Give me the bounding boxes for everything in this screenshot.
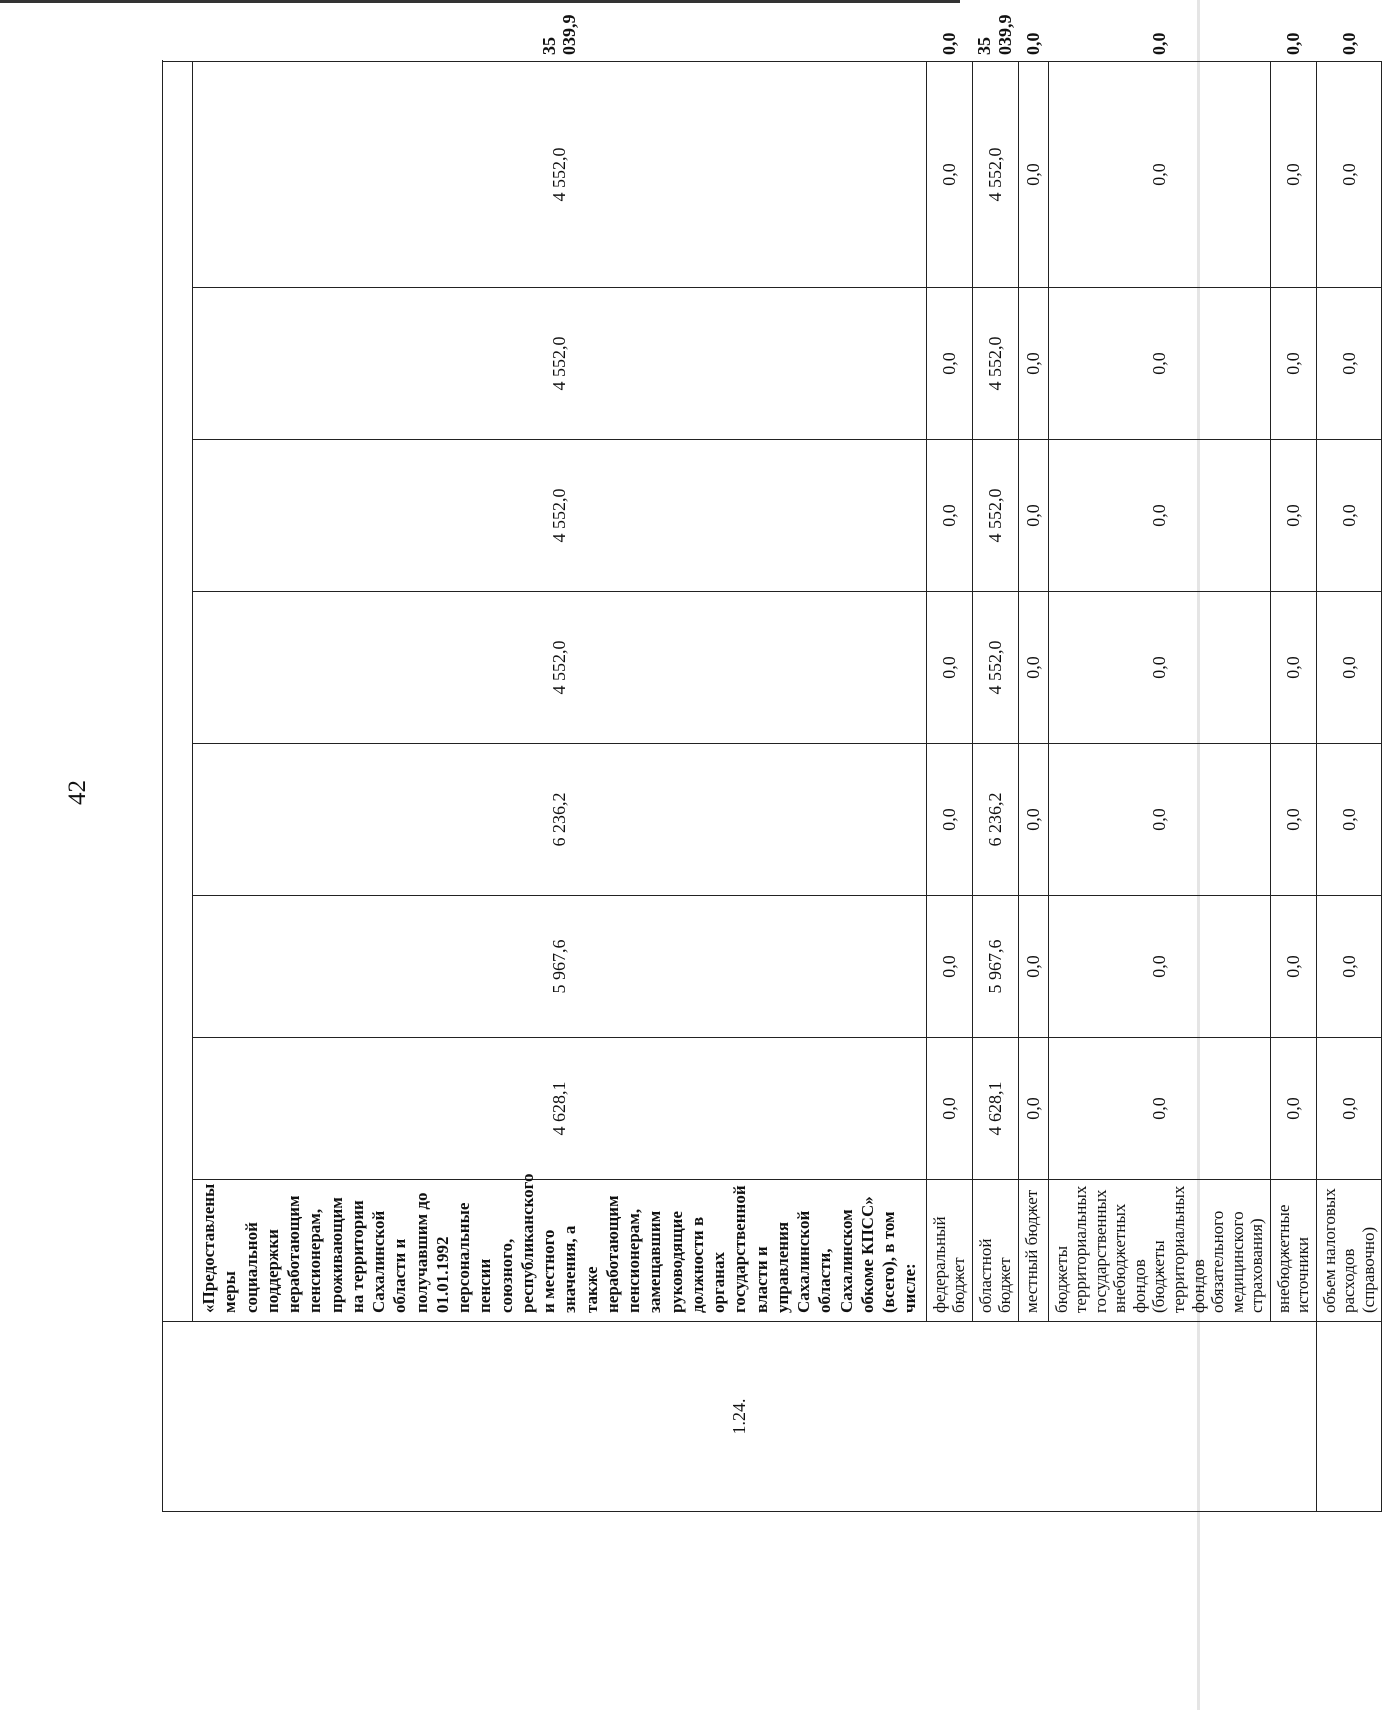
value-cell: 0,0 <box>1316 440 1382 592</box>
row-label: внебюджетные источники <box>1270 1180 1316 1322</box>
value-cell: 0,0 <box>1018 440 1048 592</box>
value-cell: 0,0 <box>926 744 972 896</box>
value-cell: 4 552,0 <box>972 288 1018 440</box>
value-cell: 0,0 <box>1018 288 1048 440</box>
total-cell: 4 552,0 <box>193 592 927 744</box>
page-number: 42 <box>64 780 91 805</box>
total-cell: 4 552,0 <box>193 440 927 592</box>
value-cell: 0,0 <box>1048 1038 1270 1180</box>
value-cell: 0,0 <box>1270 288 1316 440</box>
table-row: объем налоговых расходов (справочно) 0,0 0,0 0,0 0,0 0,0 0,0 0,0 0,0 <box>1316 62 1382 1512</box>
value-cell: 0,0 <box>1018 1038 1048 1180</box>
value-cell: 0,0 <box>926 288 972 440</box>
value-cell: 0,0 <box>1316 288 1382 440</box>
table-row: федеральный бюджет 0,0 0,0 0,0 0,0 0,0 0,0 0,0 0,0 <box>926 62 972 1512</box>
value-cell: 4 552,0 <box>972 592 1018 744</box>
table-row-total: «Предоставлены меры социальной поддержки неработающим пенсионерам, проживающим на территории Сахалинской области и получавшим до 01.01.1992 персональные пенсии союзного, республиканского и местного значения, а также неработающим пенсионерам, замещавшим руководящие должности в органах государственной власти и управления Сахалинской области, Сахалинском обкоме КПСС» (всего), в том числе: 4 628,1 5 967,6 6 236,2 4 552,0 4 552,0 4 552,0 4 552,0 35 039,9 <box>193 62 927 1512</box>
value-cell: 4 552,0 <box>972 62 1018 288</box>
row-label: бюджеты территориальных государственных внебюджетных фондов (бюджеты территориальных фондов обязательного медицинского страхования) <box>1048 1180 1270 1322</box>
value-cell: 0,0 <box>1048 592 1270 744</box>
value-cell: 0,0 <box>926 62 972 288</box>
rotated-table-container <box>162 14 1378 1512</box>
row-label: федеральный бюджет <box>926 1180 972 1322</box>
total-cell: 4 552,0 <box>193 288 927 440</box>
value-cell: 0,0 <box>1048 896 1270 1038</box>
row-label: областной бюджет <box>972 1180 1018 1322</box>
value-cell: 0,0 <box>926 896 972 1038</box>
value-cell: 0,0 <box>1048 62 1270 288</box>
index-spacer-cell <box>1316 1322 1382 1512</box>
value-cell: 0,0 <box>1270 440 1316 592</box>
top-empty-cell <box>163 62 193 1322</box>
value-cell: 5 967,6 <box>972 896 1018 1038</box>
table-row-top <box>163 62 193 1512</box>
value-cell: 0,0 <box>1018 896 1048 1038</box>
value-cell: 0,0 <box>1316 62 1382 288</box>
value-cell: 0,0 <box>1270 896 1316 1038</box>
value-cell: 0,0 <box>926 440 972 592</box>
value-cell: 0,0 <box>1316 1038 1382 1180</box>
value-cell: 0,0 <box>1048 440 1270 592</box>
total-cell: 4 552,0 <box>193 62 927 288</box>
value-cell: 0,0 <box>1018 744 1048 896</box>
total-cell: 4 628,1 <box>193 1038 927 1180</box>
value-cell: 0,0 <box>1316 896 1382 1038</box>
value-cell: 0,0 <box>1270 1038 1316 1180</box>
value-cell: 4 552,0 <box>972 440 1018 592</box>
table-row: внебюджетные источники 0,0 0,0 0,0 0,0 0,0 0,0 0,0 0,0 <box>1270 62 1316 1512</box>
value-cell: 0,0 <box>926 1038 972 1180</box>
value-cell: 0,0 <box>1316 592 1382 744</box>
budget-table <box>162 14 1382 1512</box>
row-label: объем налоговых расходов (справочно) <box>1316 1180 1382 1322</box>
row-number: 1.24. <box>163 1322 1317 1512</box>
value-cell: 0,0 <box>926 592 972 744</box>
value-cell: 0,0 <box>1018 62 1048 288</box>
total-cell: 6 236,2 <box>193 744 927 896</box>
value-cell: 0,0 <box>1270 62 1316 288</box>
row-label: местный бюджет <box>1018 1180 1048 1322</box>
table-row: бюджеты территориальных государственных внебюджетных фондов (бюджеты территориальных фондов обязательного медицинского страхования) 0,0 0,0 0,0 0,0 0,0 0,0 0,0 0,0 <box>1048 62 1270 1512</box>
value-cell: 0,0 <box>1048 744 1270 896</box>
total-cell: 5 967,6 <box>193 896 927 1038</box>
value-cell: 6 236,2 <box>972 744 1018 896</box>
value-cell: 0,0 <box>1270 592 1316 744</box>
scan-edge-line <box>0 0 960 3</box>
value-cell: 0,0 <box>1316 744 1382 896</box>
value-cell: 4 628,1 <box>972 1038 1018 1180</box>
measure-title: «Предоставлены меры социальной поддержки неработающим пенсионерам, проживающим на территории Сахалинской области и получавшим до 01.01.1992 персональные пенсии союзного, республиканского и местного значения, а также неработающим пенсионерам, замещавшим руководящие должности в органах государственной власти и управления Сахалинской области, Сахалинском обкоме КПСС» (всего), в том числе: <box>193 1180 927 1322</box>
table-row: областной бюджет 4 628,1 5 967,6 6 236,2 4 552,0 4 552,0 4 552,0 4 552,0 35 039,9 <box>972 62 1018 1512</box>
table-row: местный бюджет 0,0 0,0 0,0 0,0 0,0 0,0 0,0 0,0 <box>1018 62 1048 1512</box>
value-cell: 0,0 <box>1270 744 1316 896</box>
value-cell: 0,0 <box>1018 592 1048 744</box>
value-cell: 0,0 <box>1048 288 1270 440</box>
